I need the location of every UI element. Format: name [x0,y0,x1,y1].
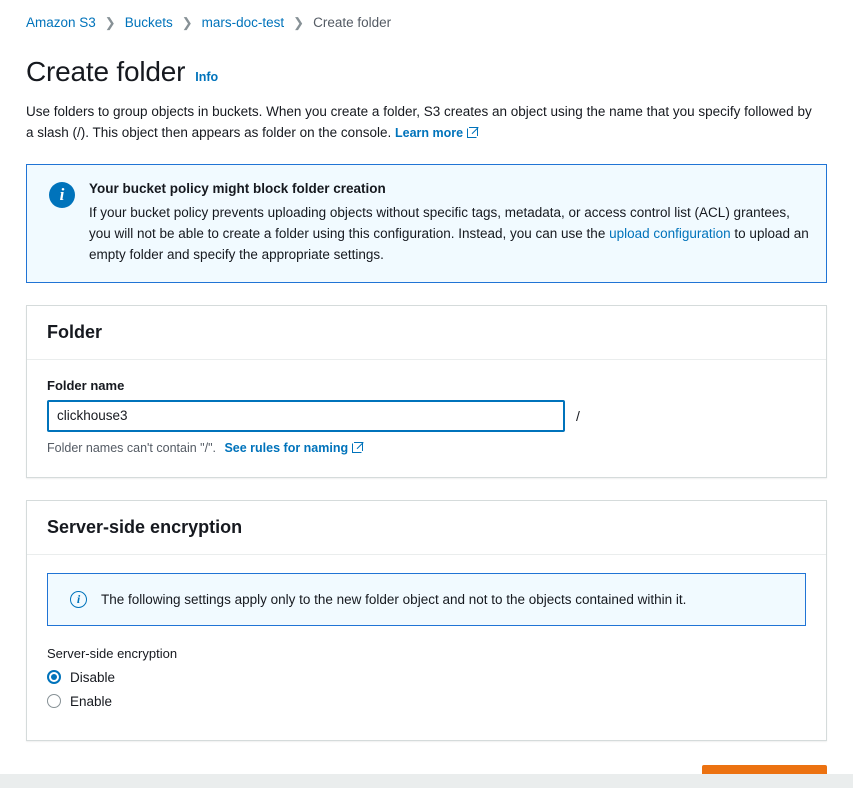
naming-rules-link[interactable] [224,441,363,455]
folder-card-header [27,306,826,360]
info-link[interactable]: Info [195,70,219,84]
external-link-icon [352,442,363,453]
external-link-icon [467,127,478,138]
breadcrumb [26,0,827,34]
alert-body [89,179,810,266]
encryption-option-enable-label: Enable [70,693,113,709]
page-title-row [26,56,827,88]
info-icon: i [49,182,75,208]
folder-name-suffix: / [576,407,580,424]
bucket-policy-alert [26,164,827,283]
encryption-info-box [47,573,806,626]
learn-more-link[interactable] [395,126,478,140]
upload-configuration-link[interactable]: upload configuration [609,225,731,241]
folder-name-help-text: Folder names can't contain "/". [47,440,216,455]
encryption-radio-group-label: Server-side encryption [47,645,178,661]
folder-card-body [27,360,826,477]
alert-text-part1: If your bucket policy prevents uploading objects without specific tags, metadata, or access control list (ACL) grantees, you will not be able to create a folder using this configuration. Instead, you can use the [89,204,790,241]
alert-title: Your bucket policy might block folder creation [89,180,386,196]
encryption-card-header [27,501,826,555]
folder-name-help [47,441,806,455]
encryption-card-body [27,555,826,740]
alert-text-part2: to upload an empty folder and specify the appropriate settings. [89,225,809,262]
encryption-option-disable-label: Disable [70,669,116,685]
encryption-info-text: The following settings apply only to the new folder object and not to the objects contained within it. [101,591,687,607]
folder-name-row [47,400,806,432]
radio-icon-disable[interactable] [47,670,61,684]
folder-card [26,305,827,478]
page-description-text: Use folders to group objects in buckets. When you create a folder, S3 creates an object using the name that you specify followed by a slash (/). This object then appears as folder on the console. [26,104,812,140]
breadcrumb-item-amazon-s3[interactable]: Amazon S3 [26,14,96,30]
folder-section-heading: Folder [47,321,103,342]
alert-text [89,203,810,266]
chevron-right-icon: ❯ [104,14,116,30]
page-description [26,102,816,144]
encryption-section-heading: Server-side encryption [47,516,243,537]
folder-name-input[interactable] [47,400,565,432]
learn-more-label: Learn more [394,125,464,140]
encryption-option-disable[interactable] [47,670,806,685]
breadcrumb-item-bucket[interactable]: mars-doc-test [201,14,285,30]
info-icon: i [70,591,87,608]
encryption-option-enable[interactable] [47,694,806,709]
encryption-card [26,500,827,741]
radio-icon-enable[interactable] [47,694,61,708]
bottom-strip [0,774,853,788]
chevron-right-icon: ❯ [293,14,305,30]
breadcrumb-item-current: Create folder [313,14,392,30]
breadcrumb-item-buckets[interactable]: Buckets [124,14,173,30]
page-title: Create folder [26,56,186,87]
folder-name-label: Folder name [47,377,125,393]
naming-rules-label: See rules for naming [224,440,349,455]
chevron-right-icon: ❯ [181,14,193,30]
